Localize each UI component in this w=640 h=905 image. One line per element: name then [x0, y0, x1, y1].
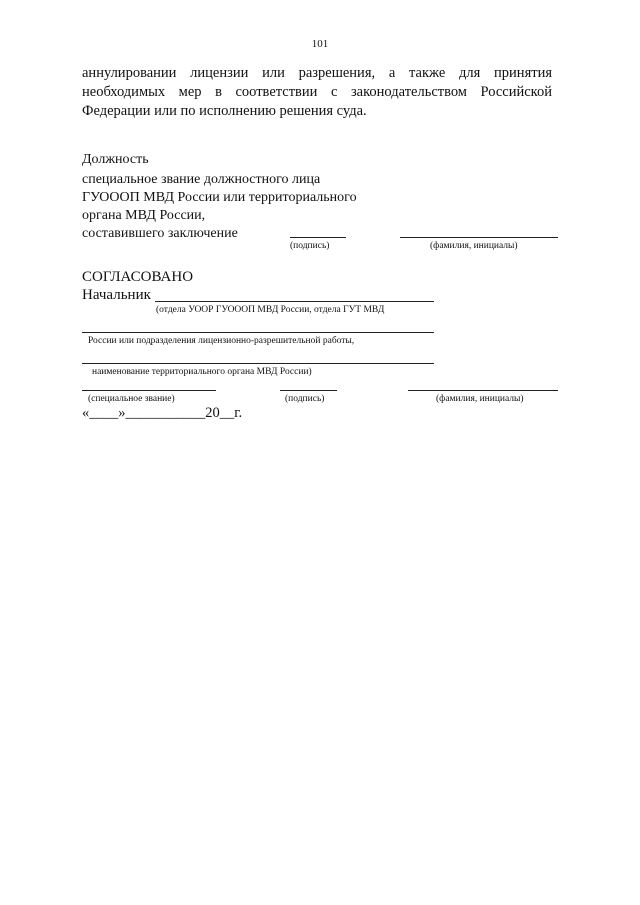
approval-name-line [408, 390, 558, 391]
signatory-line-org-2: органа МВД России, [82, 208, 206, 223]
approval-name-caption: (фамилия, инициалы) [436, 394, 524, 404]
chief-line-3 [82, 363, 434, 364]
signature-caption: (подпись) [290, 241, 330, 251]
approval-signature-caption: (подпись) [285, 394, 325, 404]
chief-line-2 [82, 332, 434, 333]
chief-line-1 [155, 301, 434, 302]
chief-label: Начальник [82, 287, 151, 303]
signatory-line-compiled: составившего заключение [82, 226, 238, 241]
signatory-line-rank: специальное звание должностного лица [82, 172, 321, 187]
name-line [400, 237, 558, 238]
signatory-line-org: ГУОООП МВД России или территориального [82, 190, 357, 205]
chief-caption-3: наименование территориального органа МВД России) [92, 367, 312, 377]
chief-caption-1: (отдела УООР ГУОООП МВД России, отдела ГУТ МВД [156, 305, 385, 315]
approval-signature-line [280, 390, 337, 391]
date-line: «____»___________20__г. [82, 405, 243, 421]
signature-line [290, 237, 346, 238]
rank-line [82, 390, 216, 391]
approval-heading: СОГЛАСОВАНО [82, 269, 194, 285]
body-paragraph: аннулировании лицензии или разрешения, а также для принятия необходимых мер в соответствии с законодательством Российской Федерации или по исполнению решения суда. [82, 65, 552, 119]
name-caption: (фамилия, инициалы) [430, 241, 518, 251]
signatory-line-position: Должность [82, 152, 149, 167]
page-number: 101 [311, 38, 329, 50]
rank-caption: (специальное звание) [88, 394, 175, 404]
chief-caption-2: России или подразделения лицензионно-разрешительной работы, [88, 336, 355, 346]
